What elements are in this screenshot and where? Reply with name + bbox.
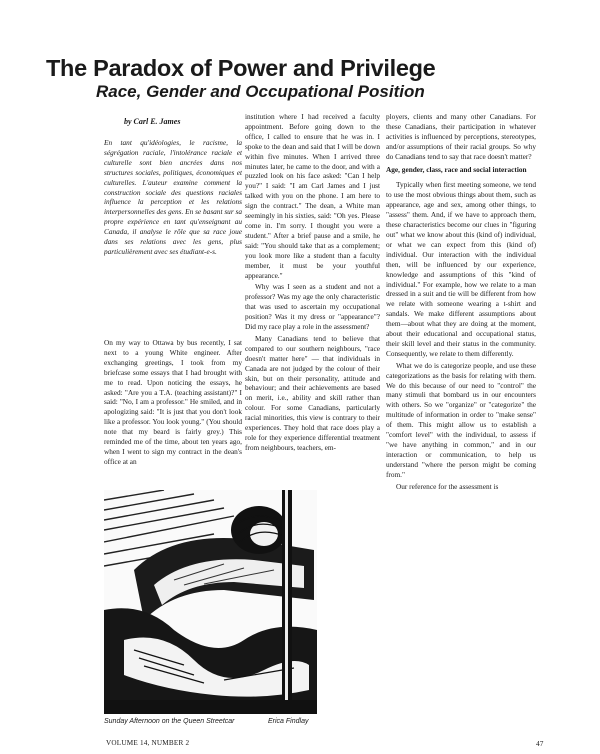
illustration-caption: Sunday Afternoon on the Queen Streetcar xyxy=(104,718,235,725)
byline: by Carl E. James xyxy=(124,117,181,126)
volume-number: VOLUME 14, NUMBER 2 xyxy=(106,739,190,747)
column-3-body xyxy=(386,112,536,748)
streetcar-illustration xyxy=(104,490,317,714)
paragraph: What we do is categorize people, and use these categorizations as the basis for relating with them. We do this because of our need to "control" the many stimuli that bombard us in our encounters with others. So we "organize" or "categorize" the multitude of information in order to "make sense" of them. This might allow us to establish a "comfort level" with the individual, to assess if "we have anything in common," and in our interaction or communication, to help us understand "where the person might be coming from." xyxy=(386,360,536,479)
paragraph: ployers, clients and many other Canadians. For these Canadians, their participation in whatever activities is influenced by perceptions, stereotypes, and/or assumptions of their racial groups. So why do Canadians tend to say that race doesn't matter? xyxy=(386,112,536,161)
article-title: The Paradox of Power and Privilege xyxy=(46,55,436,81)
illustration-artist: Erica Findlay xyxy=(268,718,309,725)
paragraph: Our reference for the assessment is xyxy=(396,481,499,491)
column-2-body xyxy=(245,112,380,490)
paragraph: Why was I seen as a student and not a professor? Was my age the only characteristic that was used to ascertain my occupational position? Was it my dress or "appearance"? Did my race play a role in the assessment? xyxy=(245,282,380,332)
paragraph: Typically when first meeting someone, we tend to use the most obvious things about them, such as appearance, age and sex, among other things, to "assess" them. And, if we have to approach them, these characteristics become our clues in "figuring out" what we know about this (kind of) individual, or what we can expect from this (kind of) individual. Our interaction with the individual then, will be influenced by our experience, knowledge and assumptions of this "kind of individual." For example, how we relate to a man dressed in a suit and tie will be different from how we relate with someone wearing a t-shirt and sandals. We make different assumptions about them—about what they are doing at the moment, about their educational and occupational status, their skill level and their status in the community. Consequently, we relate to them differently. xyxy=(386,180,536,358)
paragraph: On my way to Ottawa by bus recently, I sat next to a young White engineer. After exchanging greetings, I took from my briefcase some essays that I had brought with me to read. Upon noticing the essays, he asked: "Are you a T.A. (teaching assistant)?" I said: "No, I am a professor." He smiled, and in apologizing said: "It is just that you don't look like a professor. You look young." (You should note that my beard is fairly grey.) This reminded me of the time, about ten years ago, when I went to sign my contract in the dean's office at an xyxy=(104,338,242,466)
paragraph: institution where I had received a faculty appointment. Before going down to the office, I called to ensure that he was in. I spoke to the dean and said that I will be down within five minutes. When I arrived three minutes later, he came to the door, and with a puzzled look on his face asked: "Can I help you?" I said: "I am Carl James and I just talked with you on the phone. I am here to sign the contract." The dean, a White man seemingly in his sixties, said: "Oh yes. Please come in. I'm sorry. I thought you were a student." After a brief pause and a smile, he said: "You should take that as a complement; you look more like a student than a faculty member, it must be your youthful appearance." xyxy=(245,112,380,280)
paragraph: Many Canadians tend to believe that compared to our southern neighbours, "race doesn't matter here" — that individuals in Canada are not judged by the colour of their skin, but on their personality, attitude and behaviour; and their achievements are based on merit, i.e., ability and skill rather than colour. For some Canadians, particularly racial minorities, this view is contrary to their experiences. They hold that race does play a role for they experience differential treatment from neighbours, teachers, em- xyxy=(245,333,380,452)
section-heading: Age, gender, class, race and social interaction xyxy=(386,164,527,174)
french-abstract: En tant qu'idéologies, le racisme, la ségrégation raciale, l'intolérance raciale et culturelle sont bien ancrées dans nos structures sociales, politiques, économiques et culturelles. L'auteur examine comment la construction sociale des questions raciales influence la perception et les relations interpersonnelles des gens. En se basant sur sa propre expérience en tant qu'enseignant au Canada, il analyse le rôle que sa race joue dans ses relations avec les gens, plus particulièrement avec ses étudiant-e-s. xyxy=(104,138,242,256)
article-subtitle: Race, Gender and Occupational Position xyxy=(96,82,425,101)
column-1-body xyxy=(104,338,242,490)
page-number: 47 xyxy=(536,739,544,748)
